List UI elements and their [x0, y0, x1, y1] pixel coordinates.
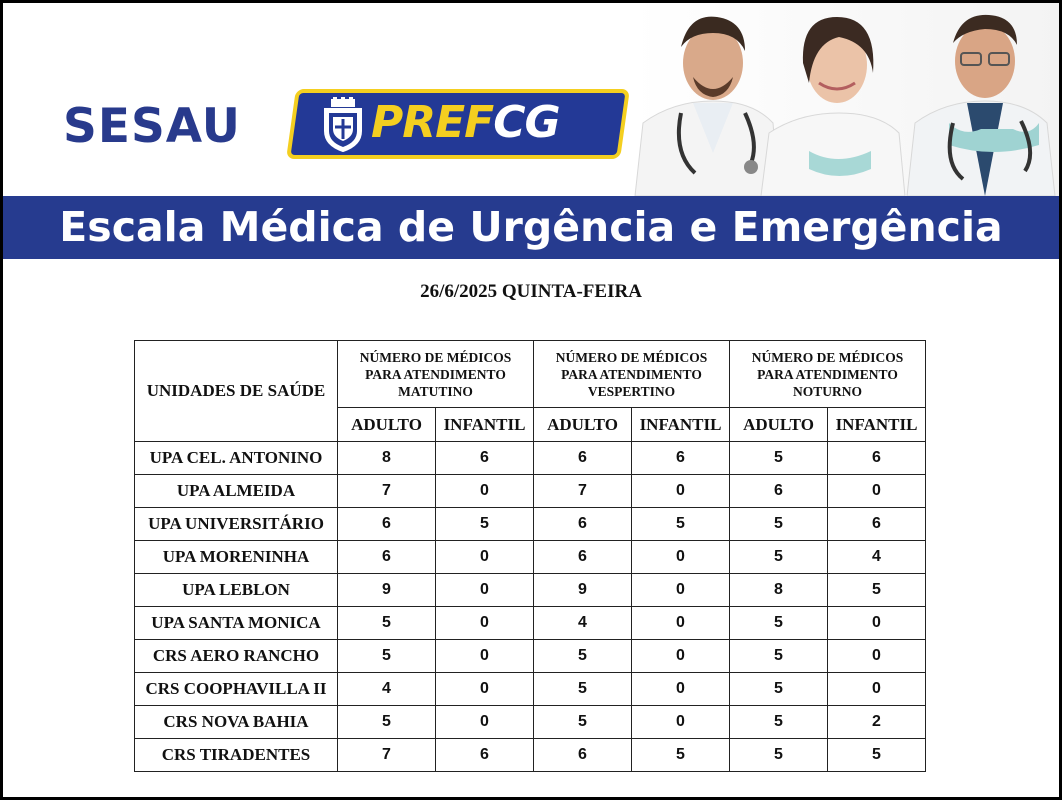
health-unit-name: CRS NOVA BAHIA	[135, 706, 338, 739]
group-header-line: VESPERTINO	[587, 383, 676, 399]
doctor-count-cell: 5	[534, 640, 632, 673]
group-header-line: MATUTINO	[398, 383, 473, 399]
doctor-count-cell: 0	[632, 673, 730, 706]
doctor-count-cell: 0	[436, 706, 534, 739]
units-column-header: UNIDADES DE SAÚDE	[135, 341, 338, 442]
doctor-count-cell: 6	[436, 739, 534, 772]
doctor-count-cell: 6	[632, 442, 730, 475]
doctor-count-cell: 0	[436, 640, 534, 673]
group-header-line: NOTURNO	[792, 383, 862, 399]
doctor-count-cell: 5	[730, 541, 828, 574]
table-row	[135, 706, 926, 739]
sesau-logo: SESAU	[63, 99, 241, 154]
doctor-count-cell: 6	[828, 508, 926, 541]
table-row	[135, 475, 926, 508]
health-unit-name: UPA MORENINHA	[135, 541, 338, 574]
doctor-count-cell: 0	[632, 640, 730, 673]
doctor-count-cell: 5	[632, 508, 730, 541]
doctor-count-cell: 4	[338, 673, 436, 706]
doctor-count-cell: 5	[730, 673, 828, 706]
header	[3, 3, 1059, 196]
table-row	[135, 673, 926, 706]
doctor-count-cell: 8	[730, 574, 828, 607]
doctor-count-cell: 0	[632, 475, 730, 508]
doctor-count-cell: 7	[338, 475, 436, 508]
doctor-count-cell: 6	[338, 508, 436, 541]
subheader-adult: ADULTO	[338, 408, 436, 442]
doctor-count-cell: 7	[338, 739, 436, 772]
doctor-count-cell: 0	[632, 541, 730, 574]
subheader-adult: ADULTO	[534, 408, 632, 442]
doctor-count-cell: 6	[338, 541, 436, 574]
doctor-count-cell: 6	[534, 541, 632, 574]
subheader-adult: ADULTO	[730, 408, 828, 442]
doctor-count-cell: 5	[338, 640, 436, 673]
doctor-count-cell: 5	[632, 739, 730, 772]
doctor-count-cell: 5	[730, 508, 828, 541]
doctor-count-cell: 6	[534, 508, 632, 541]
doctor-count-cell: 0	[828, 607, 926, 640]
doctor-count-cell: 5	[730, 640, 828, 673]
doctor-count-cell: 5	[730, 442, 828, 475]
doctor-count-cell: 7	[534, 475, 632, 508]
health-unit-name: UPA LEBLON	[135, 574, 338, 607]
health-unit-name: UPA UNIVERSITÁRIO	[135, 508, 338, 541]
night-group-header	[730, 341, 926, 408]
table-body	[135, 442, 926, 772]
doctor-count-cell: 6	[828, 442, 926, 475]
doctor-count-cell: 5	[534, 673, 632, 706]
group-header-line: PARA ATENDIMENTO	[365, 366, 506, 382]
group-header-line: NÚMERO DE MÉDICOS	[359, 349, 512, 365]
city-crest-icon	[319, 95, 367, 153]
table-row	[135, 541, 926, 574]
doctor-count-cell: 4	[828, 541, 926, 574]
health-unit-name: UPA ALMEIDA	[135, 475, 338, 508]
doctors-photo	[633, 3, 1059, 196]
health-unit-name: CRS AERO RANCHO	[135, 640, 338, 673]
doctor-count-cell: 8	[338, 442, 436, 475]
doctor-count-cell: 5	[534, 706, 632, 739]
prefcg-logo-pref: PREF	[371, 97, 494, 148]
subheader-child: INFANTIL	[436, 408, 534, 442]
morning-group-header	[338, 341, 534, 408]
subheader-child: INFANTIL	[632, 408, 730, 442]
doctor-count-cell: 5	[436, 508, 534, 541]
health-unit-name: UPA SANTA MONICA	[135, 607, 338, 640]
table-row	[135, 574, 926, 607]
group-header-line: PARA ATENDIMENTO	[561, 366, 702, 382]
table-row	[135, 442, 926, 475]
health-unit-name: CRS TIRADENTES	[135, 739, 338, 772]
doctor-count-cell: 2	[828, 706, 926, 739]
doctor-count-cell: 0	[436, 574, 534, 607]
table-header-row	[135, 341, 926, 408]
schedule-table	[134, 340, 926, 772]
doctor-count-cell: 0	[828, 673, 926, 706]
doctor-count-cell: 0	[436, 475, 534, 508]
doctor-count-cell: 5	[730, 607, 828, 640]
doctor-count-cell: 6	[534, 739, 632, 772]
health-unit-name: CRS COOPHAVILLA II	[135, 673, 338, 706]
doctor-count-cell: 5	[730, 739, 828, 772]
table-row	[135, 607, 926, 640]
doctor-count-cell: 5	[730, 706, 828, 739]
health-unit-name: UPA CEL. ANTONINO	[135, 442, 338, 475]
doctor-count-cell: 6	[534, 442, 632, 475]
doctor-count-cell: 4	[534, 607, 632, 640]
doctor-count-cell: 5	[828, 739, 926, 772]
table-row	[135, 508, 926, 541]
doctor-count-cell: 0	[828, 475, 926, 508]
afternoon-group-header	[534, 341, 730, 408]
doctor-count-cell: 5	[828, 574, 926, 607]
doctor-count-cell: 5	[338, 706, 436, 739]
group-header-line: PARA ATENDIMENTO	[757, 366, 898, 382]
date-line: 26/6/2025 QUINTA-FEIRA	[420, 281, 642, 302]
doctor-count-cell: 0	[436, 541, 534, 574]
doctor-count-cell: 0	[632, 574, 730, 607]
prefcg-logo-cg: CG	[493, 97, 560, 148]
doctor-count-cell: 9	[534, 574, 632, 607]
banner-title: Escala Médica de Urgência e Emergência	[59, 203, 1003, 251]
doctor-count-cell: 0	[632, 706, 730, 739]
table-row	[135, 739, 926, 772]
doctor-count-cell: 6	[436, 442, 534, 475]
table-row	[135, 640, 926, 673]
doctor-count-cell: 6	[730, 475, 828, 508]
prefcg-logo-text	[371, 97, 560, 148]
doctor-count-cell: 5	[338, 607, 436, 640]
subheader-child: INFANTIL	[828, 408, 926, 442]
doctor-count-cell: 0	[436, 607, 534, 640]
doctor-count-cell: 0	[436, 673, 534, 706]
doctor-count-cell: 0	[632, 607, 730, 640]
group-header-line: NÚMERO DE MÉDICOS	[751, 349, 904, 365]
doctor-count-cell: 9	[338, 574, 436, 607]
group-header-line: NÚMERO DE MÉDICOS	[555, 349, 708, 365]
doctor-count-cell: 0	[828, 640, 926, 673]
